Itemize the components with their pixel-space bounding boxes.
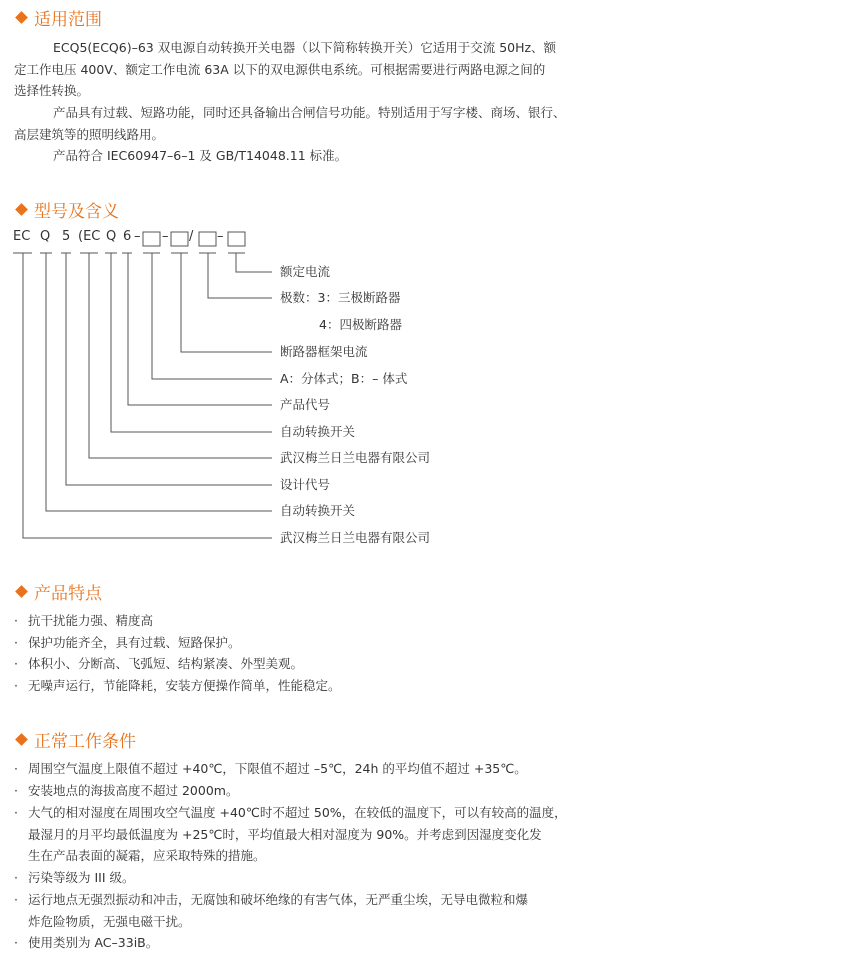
model-label-ats: 自动转换开关 (280, 424, 356, 439)
model-code-char: – (217, 229, 224, 244)
model-code-char: Q (106, 229, 117, 244)
placeholder-box (228, 232, 245, 246)
list-item (14, 802, 574, 867)
bullet-icon: · (14, 783, 18, 798)
list-item (14, 632, 574, 654)
bullet-icon: · (14, 935, 18, 950)
model-code-char: – (162, 229, 169, 244)
model-code-char: 6 (123, 229, 132, 244)
section-title-text: 适用范围 (34, 9, 102, 30)
scope-paragraph-2 (14, 102, 574, 145)
model-code-char: / (189, 229, 194, 244)
list-item-text: 运行地点无强烈振动和冲击，无腐蚀和破坏绝缘的有害气体，无严重尘埃，无导电微粒和爆 (28, 892, 529, 907)
list-item-text: 周围空气温度上限值不超过 +40℃，下限值不超过 –5℃，24h 的平均值不超过 +35℃。 (28, 761, 527, 776)
bullet-icon: · (14, 656, 18, 671)
bullet-icon: · (14, 870, 18, 885)
section-title-text: 产品特点 (34, 583, 102, 604)
diamond-bullet-icon (15, 203, 28, 216)
section-title-text: 型号及含义 (34, 201, 119, 222)
list-item-text: 炸危险物质，无强电磁干扰。 (28, 913, 191, 929)
text-line: 定工作电压 400V、额定工作电流 63A 以下的双电源供电系统。可根据需要进行两路电源之间的 (14, 61, 546, 77)
section-title-text: 正常工作条件 (34, 731, 136, 752)
text-line: 高层建筑等的照明线路用。 (14, 126, 165, 142)
list-item-text: 安装地点的海拔高度不超过 2000m。 (28, 783, 239, 798)
model-label-frame-current: 断路器框架电流 (280, 344, 368, 359)
text-line: 产品具有过载、短路功能，同时还具备输出合闸信号功能。特别适用于写字楼、商场、银行、 (53, 105, 566, 120)
model-code-char: 5 (62, 229, 71, 244)
model-label-ats-2: 自动转换开关 (280, 503, 356, 518)
list-item-text: 使用类别为 AC–33iB。 (28, 935, 159, 950)
placeholder-box (143, 232, 160, 246)
scope-paragraph-1 (14, 37, 574, 102)
list-item-text: 大气的相对湿度在周围攻空气温度 +40℃时不超过 50%，在较低的温度下，可以有较高的温度， (28, 805, 567, 820)
model-code-char: EC (13, 229, 31, 244)
model-label-rated-current: 额定电流 (280, 264, 331, 279)
list-item (14, 758, 574, 780)
model-diagram (0, 225, 300, 550)
bullet-icon: · (14, 678, 18, 693)
section-title-conditions (14, 728, 136, 750)
list-item (14, 867, 574, 889)
text-line: 产品符合 IEC60947–6–1 及 GB/T14048.11 标准。 (53, 148, 348, 163)
bullet-icon: · (14, 613, 18, 628)
list-item (14, 932, 574, 954)
bullet-icon: · (14, 892, 18, 907)
list-item (14, 675, 574, 697)
placeholder-box (171, 232, 188, 246)
section-title-scope (14, 6, 102, 28)
model-label-product-code: 产品代号 (280, 397, 331, 412)
bullet-icon: · (14, 635, 18, 650)
list-item (14, 889, 574, 932)
list-item (14, 653, 574, 675)
model-label-company: 武汉梅兰日兰电器有限公司 (280, 450, 431, 465)
section-title-model (14, 198, 119, 220)
model-label-poles: 极数：3：三极断路器 (280, 290, 401, 305)
model-label-poles-4: 4：四极断路器 (319, 317, 402, 332)
bullet-icon: · (14, 805, 18, 820)
placeholder-box (199, 232, 216, 246)
list-item (14, 610, 574, 632)
list-item-text: 最湿月的月平均最低温度为 +25℃时，平均值最大相对湿度为 90%。并考虑到因湿度变化发 (28, 826, 542, 842)
list-item-text: 生在产品表面的凝霜，应采取特殊的措施。 (28, 848, 266, 863)
text-line: 选择性转换。 (14, 83, 90, 98)
section-title-features (14, 580, 102, 602)
model-code-char: Q (40, 229, 51, 244)
text-line: ECQ5(ECQ6)–63 双电源自动转换开关电器（以下简称转换开关）它适用于交流 50Hz、额 (53, 40, 557, 55)
bullet-icon: · (14, 761, 18, 776)
list-item (14, 780, 574, 802)
list-item-text: 无噪声运行，节能降耗，安装方便操作简单，性能稳定。 (28, 678, 341, 693)
model-label-type: A：分体式；B：– 体式 (280, 371, 408, 386)
list-item-text: 体积小、分断高、飞弧短、结构紧凑、外型美观。 (28, 656, 304, 671)
list-item-text: 污染等级为 III 级。 (28, 870, 135, 885)
scope-paragraph-3 (14, 145, 574, 167)
diamond-bullet-icon (15, 585, 28, 598)
list-item-text: 抗干扰能力强、精度高 (28, 613, 154, 628)
list-item-text: 保护功能齐全，具有过载、短路保护。 (28, 635, 241, 650)
model-code-char: – (134, 229, 141, 244)
model-label-company-2: 武汉梅兰日兰电器有限公司 (280, 530, 431, 545)
model-label-design-code: 设计代号 (280, 477, 331, 492)
diamond-bullet-icon (15, 733, 28, 746)
model-code-char: (EC (78, 229, 101, 244)
diamond-bullet-icon (15, 11, 28, 24)
